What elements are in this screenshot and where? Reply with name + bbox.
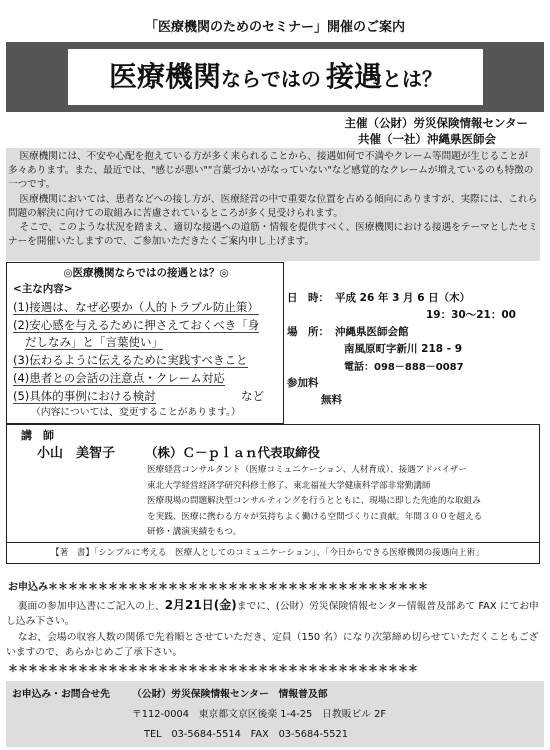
lecturer-heading: 講 師 [21, 429, 54, 442]
banner-word-4: とは？ [381, 67, 442, 91]
contact-address: 〒112-0004 東京都文京区後楽 1-4-25 日教販ビル 2F [132, 709, 387, 720]
place-label: 場 所： [287, 326, 329, 338]
venue-address: 南風原町字新川 218 - 9 [344, 343, 463, 355]
apply-body [6, 598, 540, 660]
banner-word-1: 医療機関 [109, 60, 222, 93]
bio-line: 医療現場の問題解決型コンサルティングを行うとともに、現場に即した先進的な取組み [147, 496, 481, 506]
content-item: (4)患者との会話の注意点・クレーム対応 [13, 371, 225, 385]
page-title: 「医療機関のためのセミナー」開催のご案内 [144, 20, 405, 35]
lecturer-books: 【著 書】「シンプルに考える 医療人としてのコミュニケーション」、「今日からできる医療機関の接遇向上術」 [7, 542, 539, 563]
banner-title-box [68, 49, 483, 105]
event-time: 19：30～21：00 [426, 309, 516, 321]
fee-label: 参加料 [287, 377, 319, 389]
content-note: （内容については、変更することがあります。） [31, 407, 241, 418]
apply-paragraph-1: 裏面の参加申込書にご記入の上、2月21日(金)までに、(公財）労災保険情報センター情報普及部あて FAX にてお申し込み下さい。 [6, 598, 539, 628]
contact-org: （公財）労災保険情報センター 情報普及部 [132, 689, 328, 700]
contact-tel-fax: TEL 03-5684-5514 FAX 03-5684-5521 [144, 729, 348, 740]
fee-value: 無料 [321, 394, 342, 406]
bio-line: 医療経営コンサルタント（医療コミュニケーション、人材育成）、接遇アドバイザー [147, 465, 468, 475]
date-label: 日 時： [287, 292, 329, 304]
content-item: (5)具体的事例における検討 [13, 389, 156, 403]
bio-line: を実践、医療に携わる方々が気持ちよく働ける空間づくりに貢献。年間３００を超える [147, 511, 483, 522]
intro-section [6, 148, 540, 261]
content-item-etc: など [241, 389, 264, 403]
intro-paragraph-2: 医療機関においては、患者などへの接し方が、医療経営の中で重要な位置を占める傾向にありますが、実際には、これら問題の解決に向けての取組みに苦慮されているところが多く見受けられます。 [8, 193, 538, 219]
content-heading: ◎医療機関ならではの接遇とは？◎ [63, 267, 229, 279]
contact-label: お申込み・お問合せ先 [12, 689, 110, 700]
lecturer-box [6, 424, 540, 564]
banner-word-2: ならではの [221, 67, 321, 91]
venue-name: 沖縄県医師会館 [335, 326, 409, 338]
lecturer-bio [147, 463, 535, 541]
apply-deadline: 2月21日(金) [164, 598, 237, 612]
event-date: 平成 26 年 3 月 6 日（木） [335, 292, 471, 304]
lecturer-name: 小山 美智子 [37, 446, 116, 461]
banner-word-3: 接遇 [325, 60, 382, 93]
intro-paragraph-3: そこで、このような状況を踏まえ、適切な接遇への道筋・情報を提供すべく、医療機関における接遇をテーマとしたセミナーを開催いたしますので、ご参加いただきたくご案内申し上げます。 [8, 222, 538, 248]
bio-line: 研修・講演実績をもつ。 [147, 527, 242, 537]
apply-paragraph-2: なお、会場の収容人数の関係で先着順とさせていただき、定員（150 名）になり次第締め切らせていただくこともございますので、あらかじめご了承下さい。 [6, 631, 539, 658]
intro-paragraph-1: 医療機関には、不安や心配を抱えている方が多く来られることから、接遇如何で不満やクレーム等問題が生じることが多々あります。また、最近では、"感じが悪い""言葉づかいがなっていない"など感覚的なクレームが増えているのも特徴の一つです。 [8, 151, 534, 191]
contact-footer [6, 681, 544, 747]
divider-stars: ＊＊＊＊＊＊＊＊＊＊＊＊＊＊＊＊＊＊＊＊＊＊＊＊＊＊＊＊＊＊＊＊＊＊＊＊＊＊＊＊＊ [8, 664, 418, 675]
bio-line: 東北大学経営経済学研究科修士修了、東北福祉大学健康科学部非常勤講師 [147, 480, 431, 491]
content-main-label: <主な内容> [13, 283, 73, 295]
venue-phone: 電話：098－888－0087 [344, 362, 464, 373]
apply-heading: お申込み＊＊＊＊＊＊＊＊＊＊＊＊＊＊＊＊＊＊＊＊＊＊＊＊＊＊＊＊＊＊＊＊＊＊＊＊＊＊ [8, 582, 428, 593]
content-item: だしなみ」と「言葉使い」 [25, 335, 163, 349]
content-box [6, 262, 284, 424]
event-info [287, 262, 542, 424]
organizer-cohost: 共催（一社）沖縄県医師会 [358, 132, 496, 146]
content-item: (1)接遇は、なぜ必要か（人的トラブル防止策） [13, 300, 259, 314]
content-item: (2)安心感を与えるために押さえておくべき「身 [13, 318, 260, 332]
content-item: (3)伝わるように伝えるために実践すべきこと [13, 353, 248, 367]
lecturer-title: （株）Ｃ－ｐｌａｎ代表取締役 [145, 445, 321, 460]
organizer-host: 主催（公財）労災保険情報センター [344, 116, 528, 130]
